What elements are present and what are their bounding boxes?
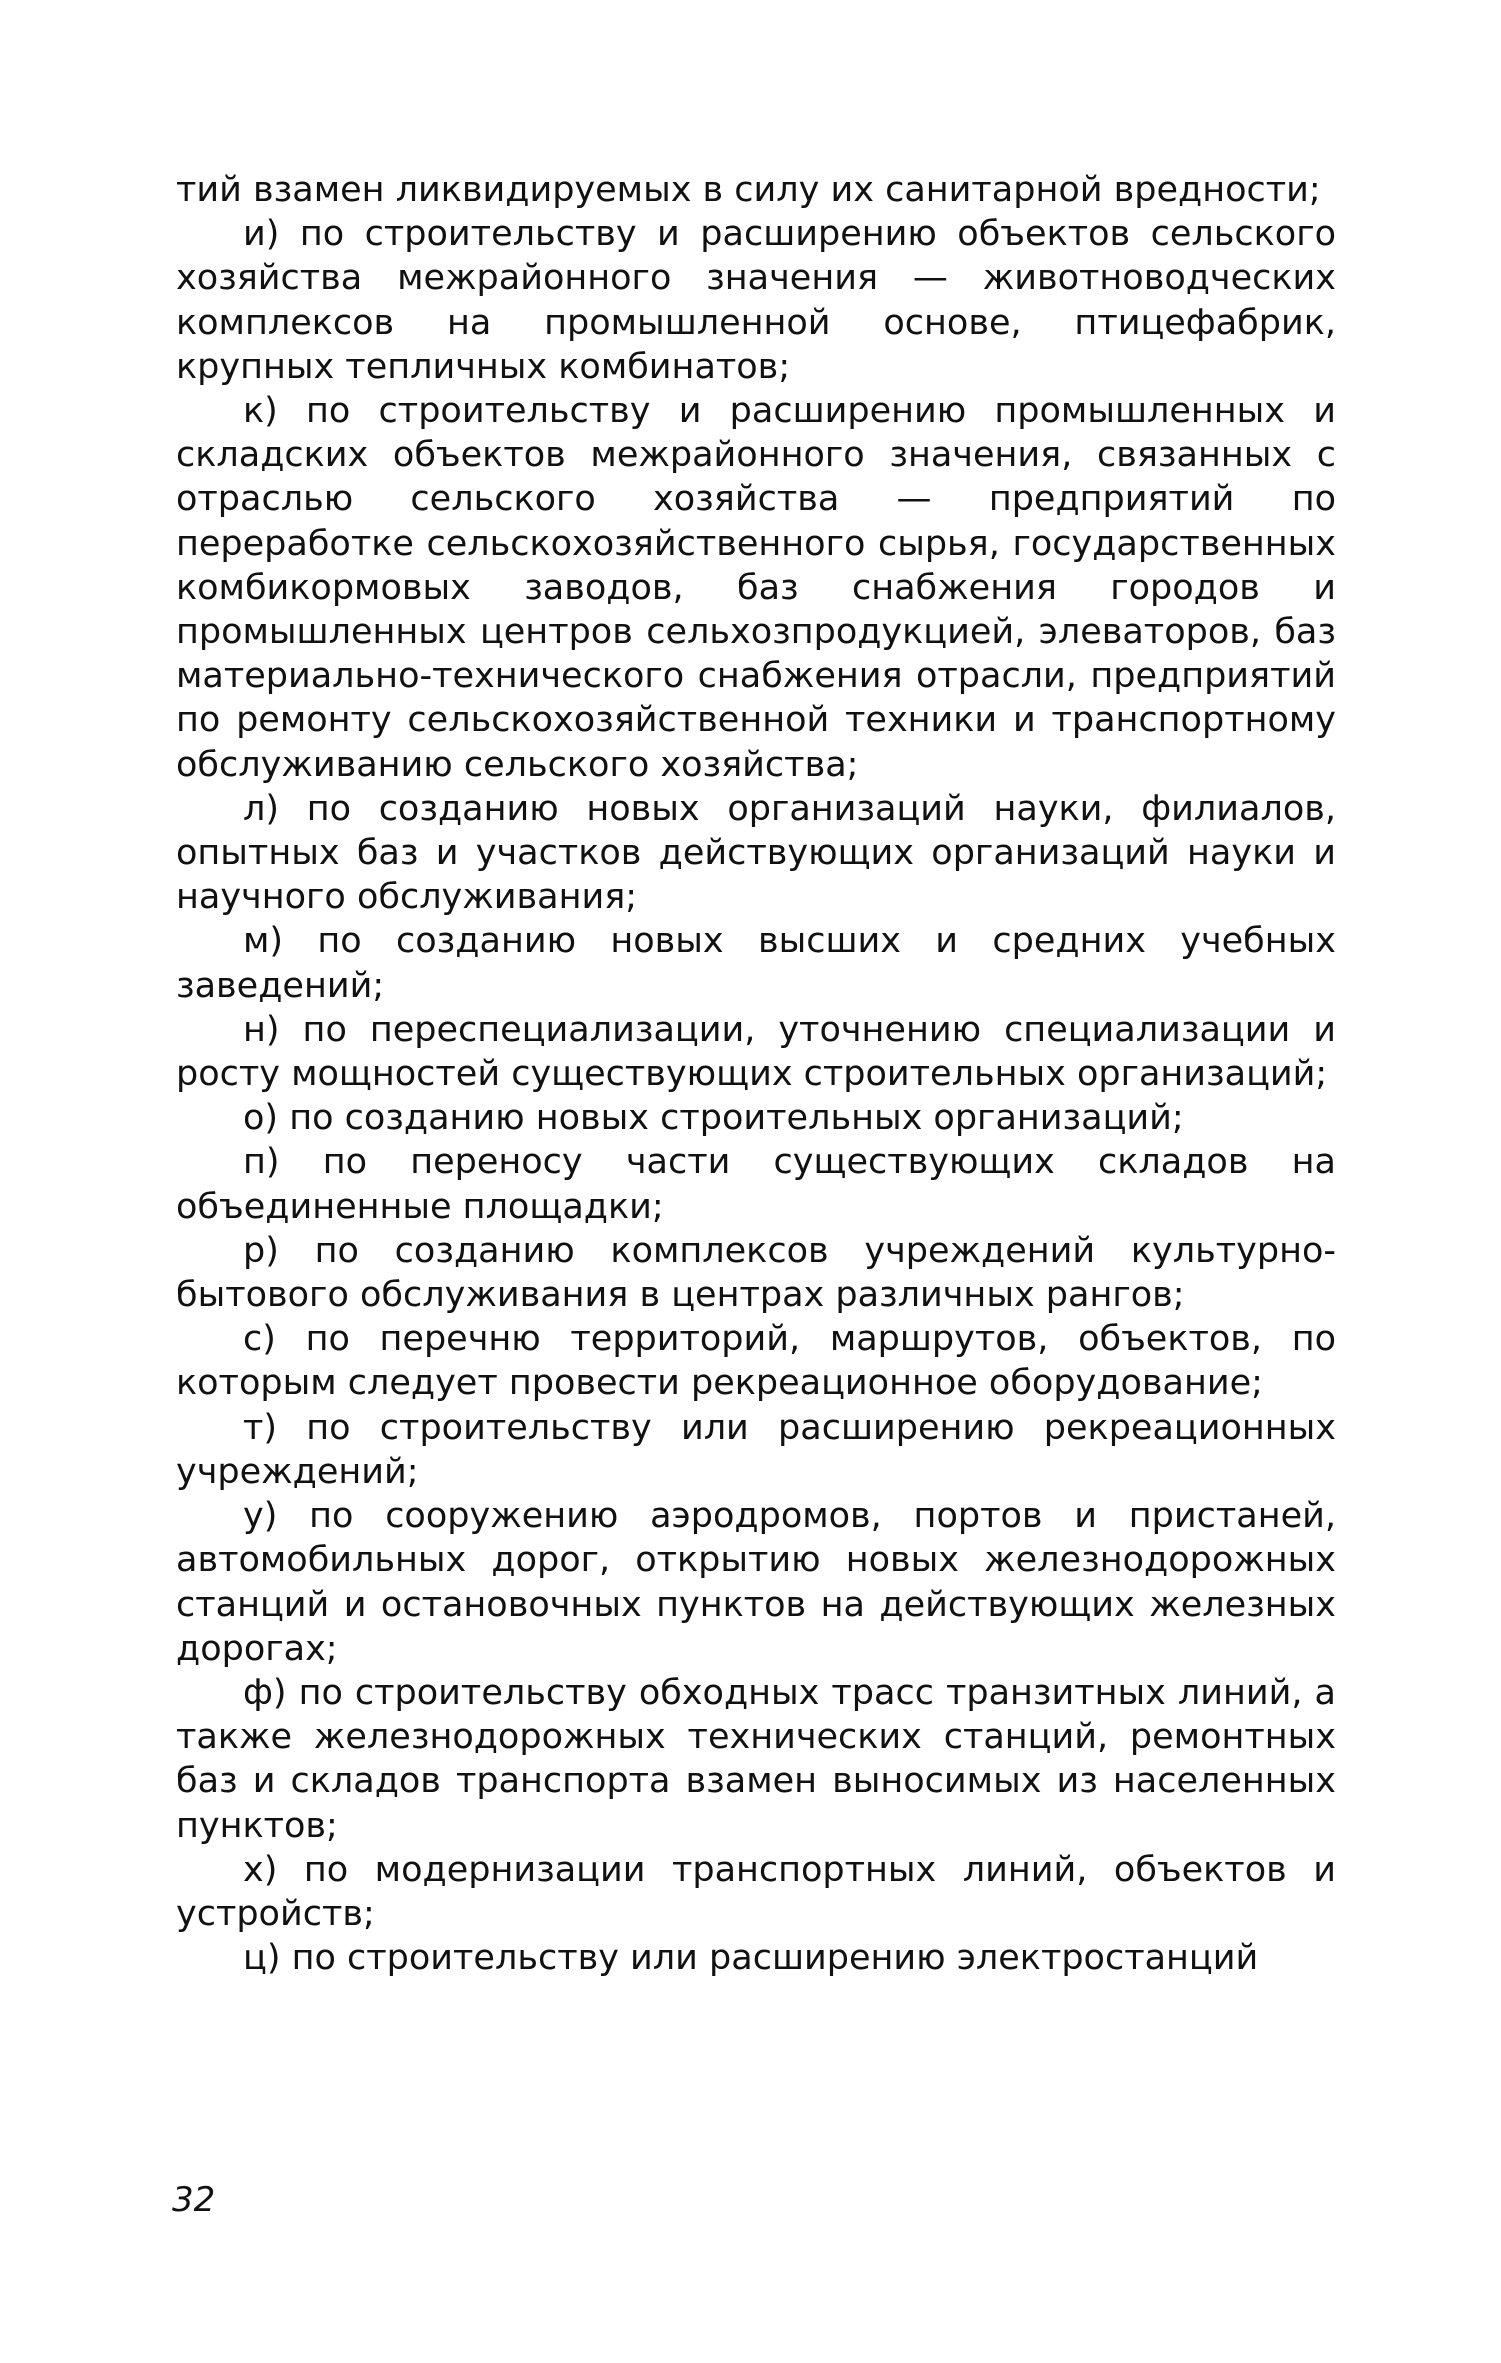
paragraph-item-i: и) по строительству и расширению объектов сельского хозяйства межрайонного значения — животноводческих комплексов на промышленной основе, птицефабрик, крупных тепличных комбинатов; [176,214,1336,387]
paragraph-item-n: н) по переспециализации, уточнению специализации и росту мощностей существующих строительных организаций; [176,1009,1336,1095]
paragraph-item-f: ф) по строительству обходных трасс транзитных линий, а также железнодорожных технических станций, ремонтных баз и складов транспорта взамен выносимых из населенных пунктов; [176,1672,1336,1846]
paragraph-item-ts: ц) по строительству или расширению электростанций [243,1938,1259,1979]
paragraph-item-s: с) по перечню территорий, маршрутов, объектов, по которым следует провести рекреационное оборудование; [176,1319,1336,1404]
paragraph-item-u: у) по сооружению аэродромов, портов и пристаней, автомобильных дорог, открытию новых железнодорожных станций и остановочных пунктов на действующих железных дорогах; [176,1496,1336,1669]
paragraph-item-kh: х) по модернизации транспортных линий, объектов и устройств; [176,1849,1336,1934]
paragraph-item-m: м) по созданию новых высших и средних учебных заведений; [176,921,1336,1006]
paragraph-item-o: о) по созданию новых строительных организаций; [243,1098,1184,1139]
paragraph-item-l: л) по созданию новых организаций науки, филиалов, опытных баз и участков действующих организаций науки и научного обслуживания; [176,788,1336,918]
paragraph-item-t: т) по строительству или расширению рекреационных учреждений; [176,1407,1336,1492]
page-body [176,168,1336,1980]
page-number: 32 [172,2180,216,2220]
paragraph-item-p: п) по переносу части существующих складов на объединенные площадки; [176,1142,1336,1227]
paragraph-item-r: р) по созданию комплексов учреждений культурно-бытового обслуживания в центрах различных рангов; [176,1230,1336,1316]
paragraph-item-k: к) по строительству и расширению промышленных и складских объектов межрайонного значения, связанных с отраслью сельского хозяйства — предприятий по переработке сельскохозяйственного сырья, государственных комбикормовых заводов, баз снабжения городов и промышленных центров сельхозпродукцией, элеваторов, баз материально-технического снабжения отрасли, предприятий по ремонту сельскохозяйственной техники и транспортному обслуживанию сельского хозяйства; [176,391,1336,785]
paragraph-continuation: тий взамен ликвидируемых в силу их санитарной вредности; [176,170,1321,210]
